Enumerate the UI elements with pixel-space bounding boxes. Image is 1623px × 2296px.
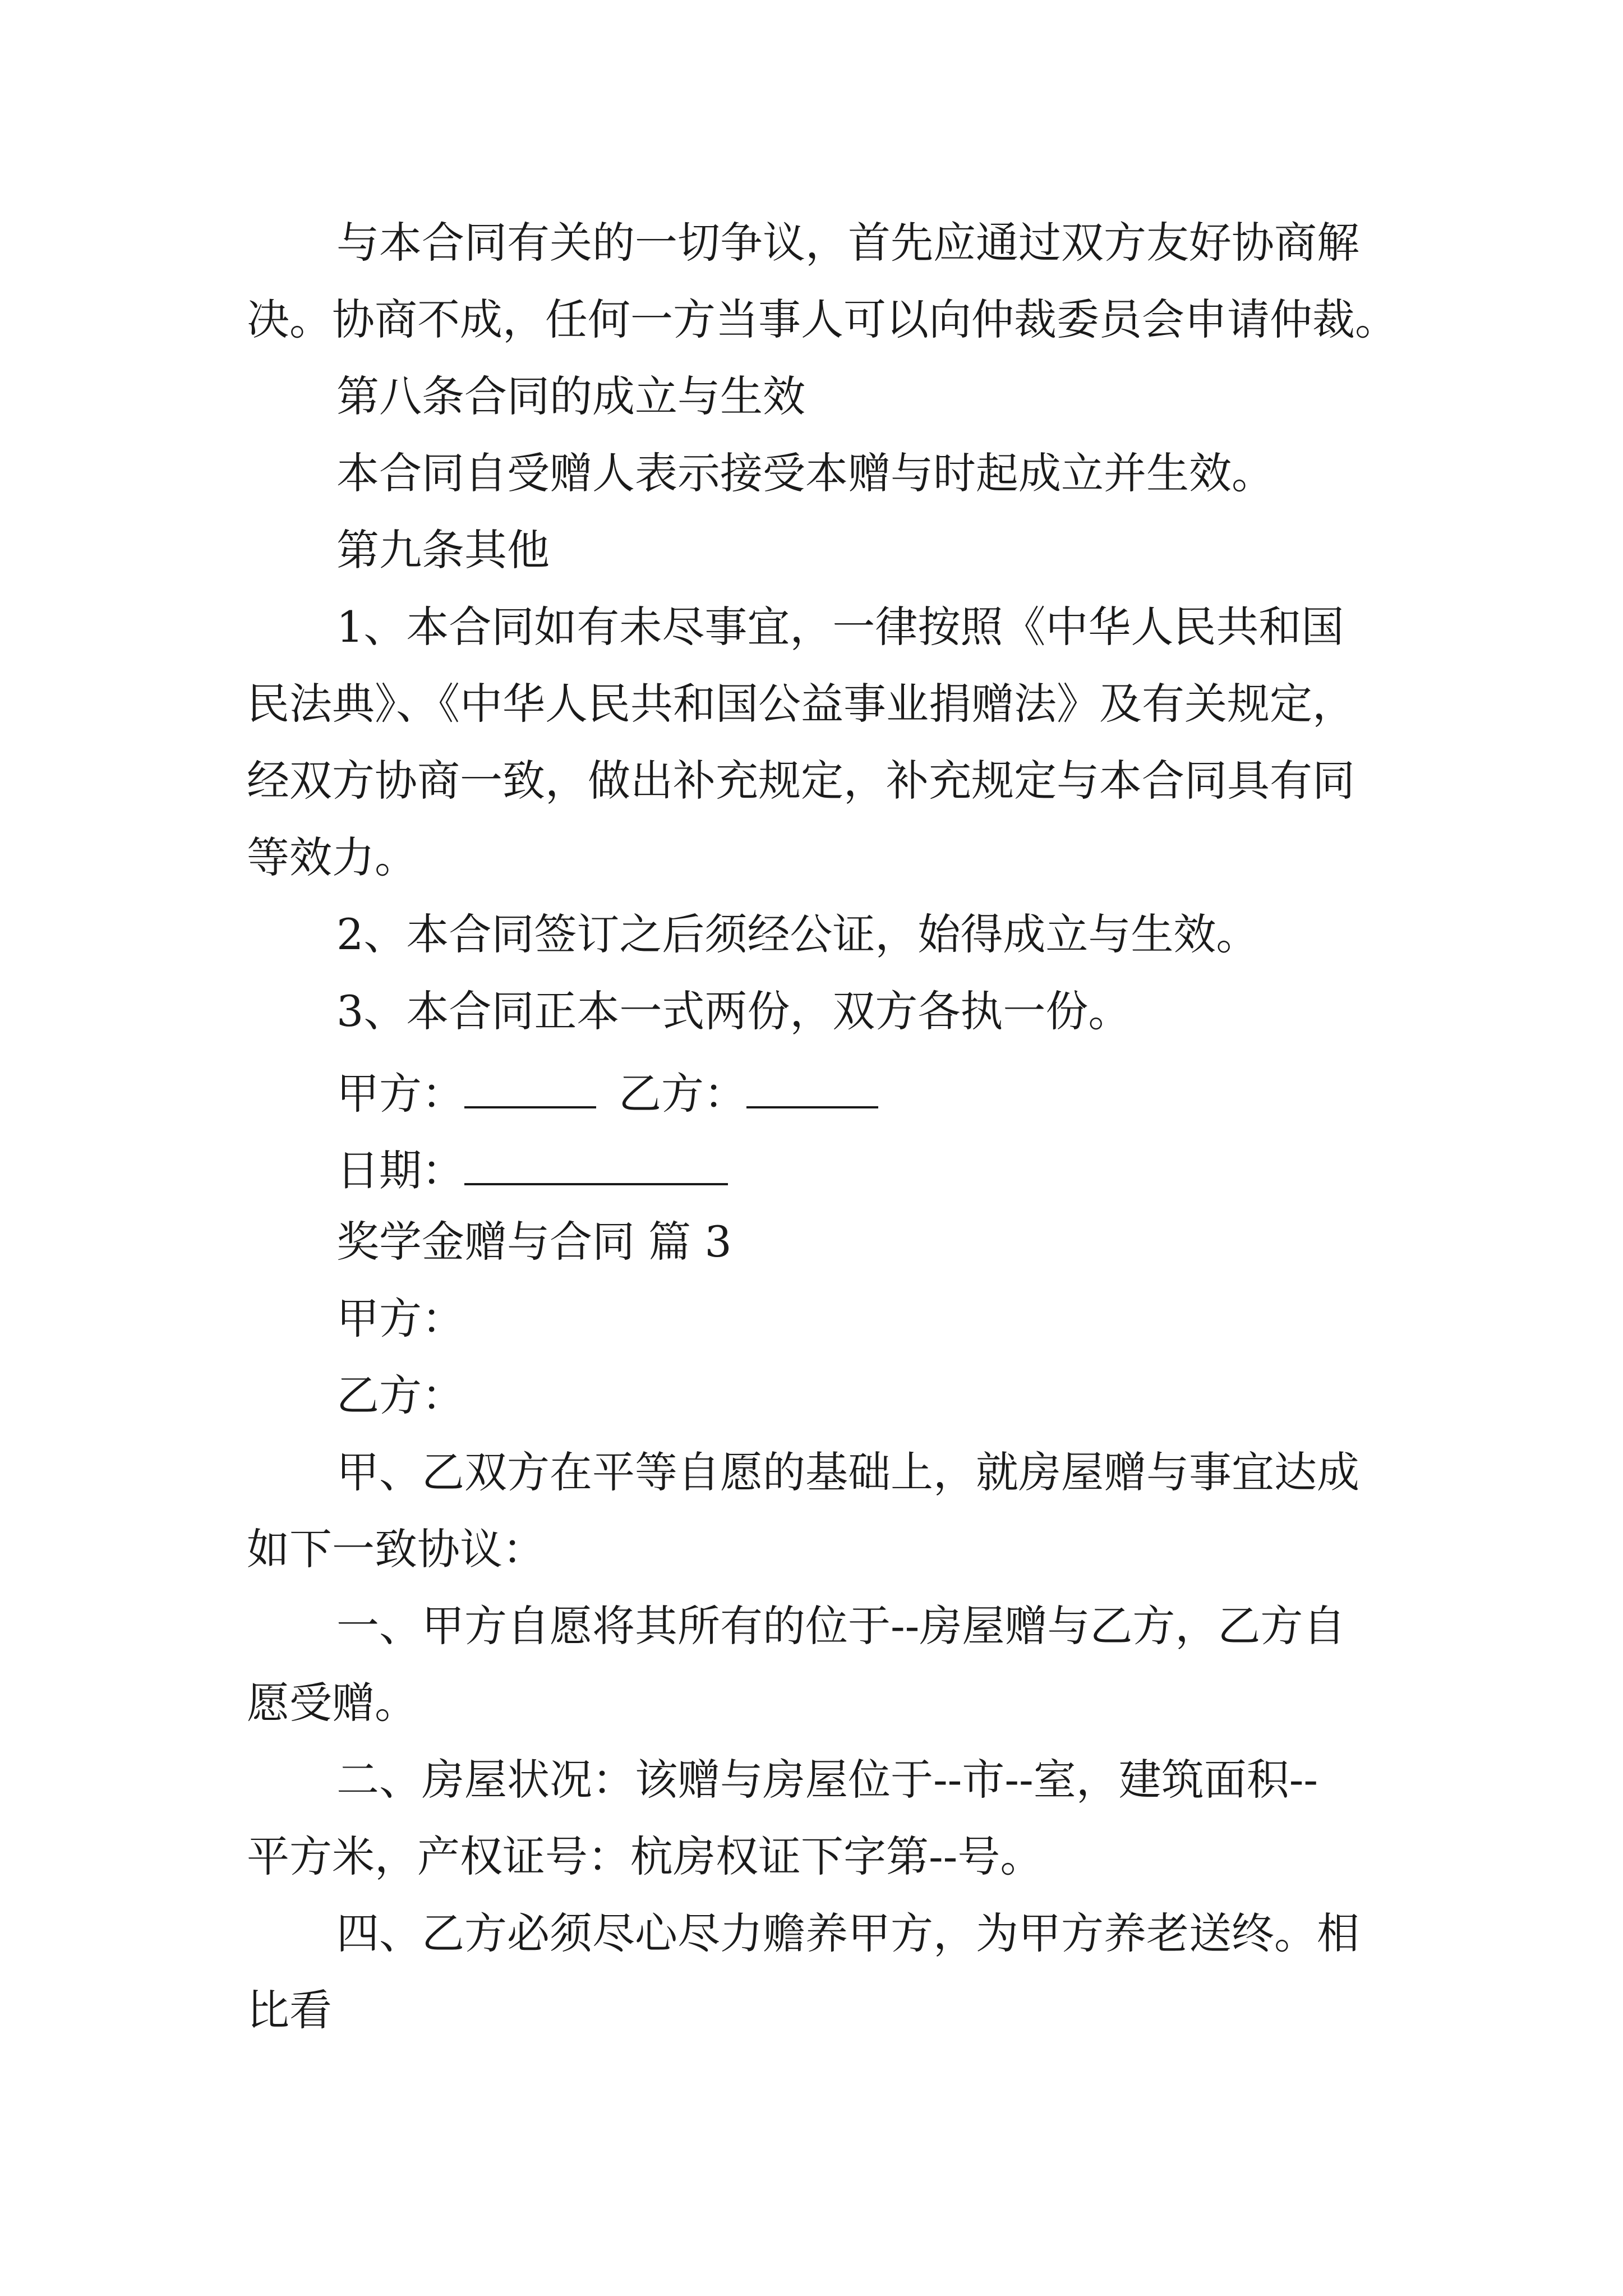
paragraph-line: 3、本合同正本一式两份，双方各执一份。 (336, 986, 1131, 1036)
paragraph-line: 二、房屋状况：该赠与房屋位于--市--室，建筑面积-- (336, 1755, 1318, 1805)
paragraph-line: 四、乙方必须尽心尽力赡养甲方，为甲方养老送终。相 (336, 1908, 1359, 1958)
date-label: 日期： (336, 1145, 464, 1195)
paragraph-line: 等效力。 (247, 832, 417, 882)
paragraph-line: 2、本合同签订之后须经公证，始得成立与生效。 (336, 909, 1259, 959)
party-b-label: 乙方： (619, 1068, 746, 1119)
article-heading: 第八条合同的成立与生效 (336, 371, 805, 421)
article-heading: 第九条其他 (336, 525, 550, 575)
party-a-blank[interactable] (464, 1067, 596, 1108)
paragraph-line: 民法典》、《中华人民共和国公益事业捐赠法》及有关规定， (247, 679, 1355, 729)
date-line (336, 1144, 728, 1195)
paragraph-line: 平方米，产权证号：杭房权证下字第--号。 (247, 1832, 1043, 1881)
signature-line (336, 1067, 878, 1119)
party-b-line: 乙方： (336, 1370, 464, 1420)
paragraph-line: 比看 (247, 1985, 332, 2035)
date-blank[interactable] (464, 1144, 728, 1185)
section-title: 奖学金赠与合同 篇 3 (336, 1217, 732, 1267)
paragraph-line: 本合同自受赠人表示接受本赠与时起成立并生效。 (336, 448, 1274, 498)
paragraph-line: 一、甲方自愿将其所有的位于--房屋赠与乙方，乙方自 (336, 1601, 1346, 1651)
paragraph-line: 如下一致协议： (247, 1524, 545, 1574)
paragraph-line: 甲、乙双方在平等自愿的基础上，就房屋赠与事宜达成 (336, 1447, 1359, 1497)
party-b-blank[interactable] (746, 1067, 878, 1108)
paragraph-line: 与本合同有关的一切争议，首先应通过双方友好协商解 (336, 218, 1359, 268)
paragraph-line: 愿受赠。 (247, 1678, 417, 1728)
paragraph-line: 经双方协商一致，做出补充规定，补充规定与本合同具有同 (247, 756, 1355, 806)
party-a-label: 甲方： (336, 1068, 464, 1119)
party-a-line: 甲方： (336, 1294, 464, 1343)
paragraph-line: 1、本合同如有未尽事宜，一律按照《中华人民共和国 (336, 602, 1344, 652)
paragraph-line: 决。协商不成，任何一方当事人可以向仲裁委员会申请仲裁。 (247, 295, 1398, 344)
